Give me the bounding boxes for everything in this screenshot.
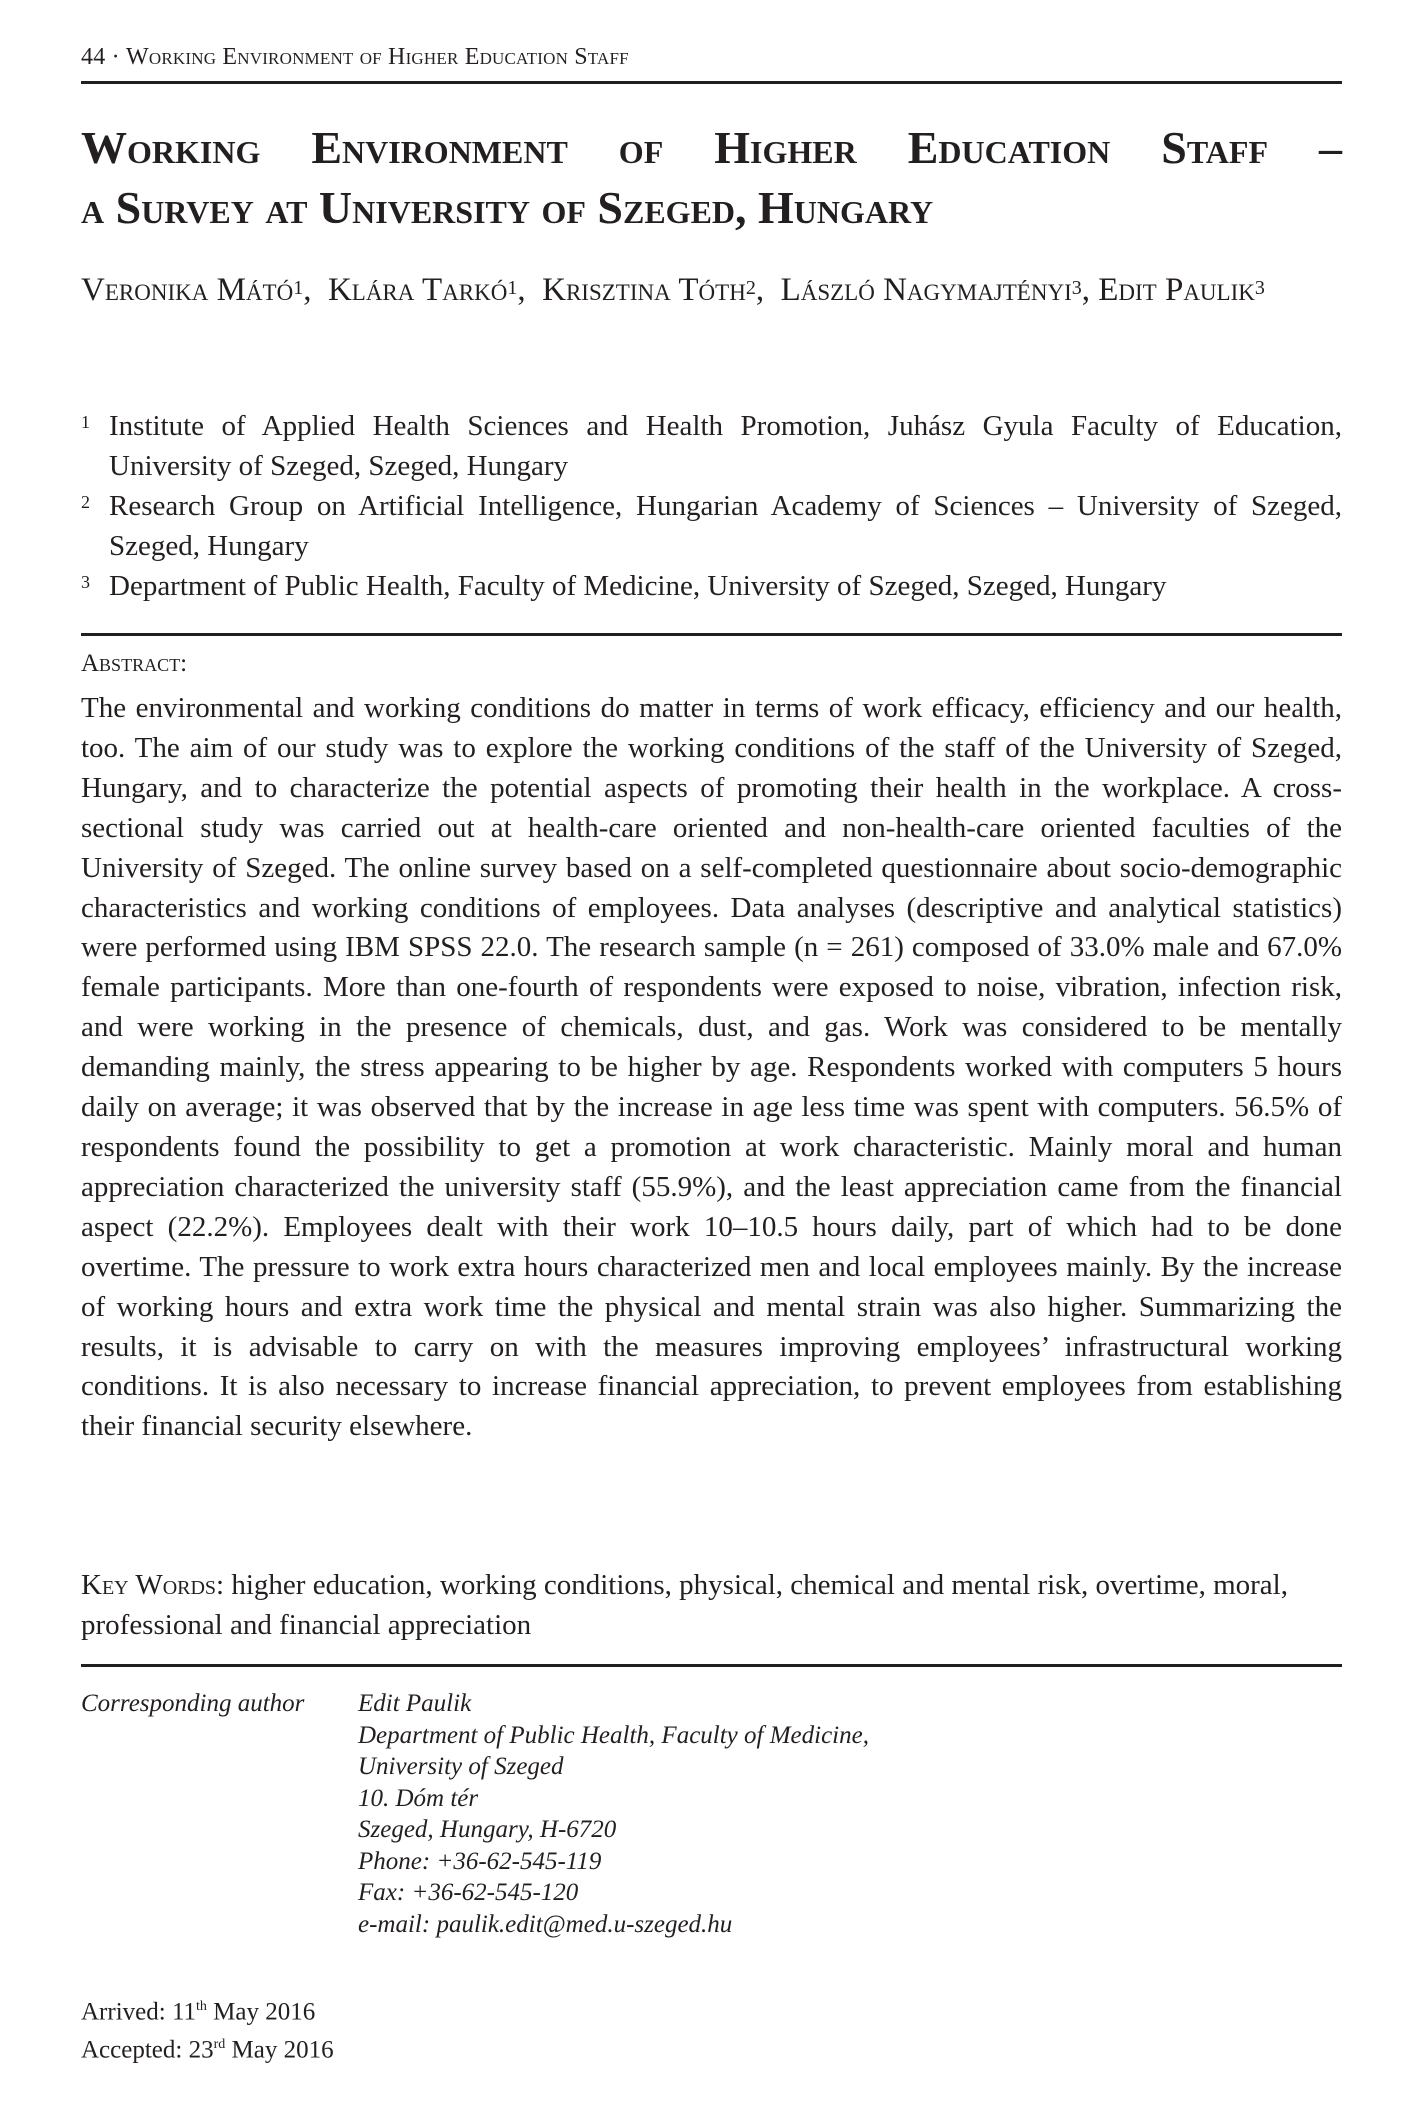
author: Klára Tarkó$^1$: [327, 272, 518, 308]
keywords: [81, 1565, 1342, 1645]
author: Krisztina Tóth$^2$: [542, 272, 756, 308]
page-number: 44: [81, 44, 106, 70]
submission-dates: [81, 1990, 334, 2067]
abstract-label: Abstract:: [81, 650, 188, 677]
affiliation-2: 2 Research Group on Artificial Intelligence, Hungarian Academy of Sciences – University of Szeged, Szeged, Hungary: [81, 490, 1342, 562]
corr-name: Edit Paulik: [358, 1690, 472, 1717]
author-list: Veronika Mátó$^1$, Klára Tarkó$^1$, Krisztina Tóth$^2$, László Nagymajtényi$^3$, Edit Paulik$^3$: [81, 272, 1265, 308]
keywords-label: Key Words:: [81, 1569, 225, 1601]
keywords-text: higher education, working conditions, physical, chemical and mental risk, overtime, moral, professional and financial appreciation: [81, 1569, 1288, 1641]
title-line-2: a Survey at University of Szeged, Hungary: [81, 182, 934, 233]
title-line-1: Working Environment of Higher Education Staff –: [81, 122, 1342, 173]
running-head: [81, 44, 629, 71]
accepted-date: Accepted: 23rd May 2016: [81, 2036, 334, 2064]
author: László Nagymajtényi$^3$: [780, 272, 1082, 308]
corr-fax: Fax: +36-62-545-120: [358, 1879, 579, 1906]
affiliations: [81, 406, 1342, 606]
corr-university: University of Szeged: [358, 1753, 564, 1780]
author: Veronika Mátó$^1$: [81, 272, 304, 308]
running-head-separator: ·: [111, 44, 120, 70]
affiliation-1: 1 Institute of Applied Health Sciences and Health Promotion, Juhász Gyula Faculty of Education, University of Szeged, Szeged, Hungary: [81, 410, 1342, 482]
keywords-rule: [81, 1664, 1342, 1667]
corresponding-author-details: [358, 1688, 869, 1940]
article-title: [81, 118, 1342, 238]
corr-city: Szeged, Hungary, H-6720: [358, 1816, 617, 1843]
corresponding-author-label: Corresponding author: [81, 1690, 305, 1717]
abstract-text: The environmental and working conditions do matter in terms of work efficacy, efficiency and our health, too. The aim of our study was to explore the working conditions of the staff of the University of Szeged, Hungary, and to characterize the potential aspects of promoting their health in the workplace. A cross-sectional study was carried out at health-care oriented and non-health-care oriented faculties of the University of Szeged. The online survey based on a self-completed questionnaire about socio-demographic characteristics and working conditions of employees. Data analyses (descriptive and analytical statistics) were performed using IBM SPSS 22.0. The research sample (n = 261) composed of 33.0% male and 67.0% female participants. More than one-fourth of respondents were exposed to noise, vibration, infection risk, and were working in the presence of chemicals, dust, and gas. Work was considered to be mentally demanding mainly, the stress appearing to be higher by age. Respondents worked with computers 5 hours daily on average; it was observed that by the increase in age less time was spent with computers. 56.5% of respondents found the possibility to get a promotion at work characteristic. Mainly moral and human appreciation characterized the university staff (55.9%), and the least appreciation came from the financial aspect (22.2%). Employees dealt with their work 10–10.5 hours daily, part of which had to be done overtime. The pressure to work extra hours characterized men and local employees mainly. By the increase of working hours and extra work time the physical and mental strain was also higher. Summarizing the results, it is advisable to carry on with the measures improving employees’ infrastructural working conditions. It is also necessary to increase financial appreciation, to prevent employees from establishing their financial security elsewhere.: [81, 692, 1342, 1443]
header-rule: [81, 81, 1342, 84]
running-head-title: Working Environment of Higher Education Staff: [126, 44, 629, 70]
corr-department: Department of Public Health, Faculty of Medicine,: [358, 1721, 869, 1749]
affiliations-rule: [81, 633, 1342, 636]
author: Edit Paulik$^3$: [1098, 272, 1265, 308]
corr-email[interactable]: e-mail: paulik.edit@med.u-szeged.hu: [358, 1910, 733, 1938]
corr-street: 10. Dóm tér: [358, 1784, 479, 1812]
affiliation-3: 3 Department of Public Health, Faculty of Medicine, University of Szeged, Szeged, Hungary: [81, 570, 1167, 602]
corr-phone: Phone: +36-62-545-119: [358, 1847, 602, 1875]
arrived-date: Arrived: 11th May 2016: [81, 1998, 316, 2026]
